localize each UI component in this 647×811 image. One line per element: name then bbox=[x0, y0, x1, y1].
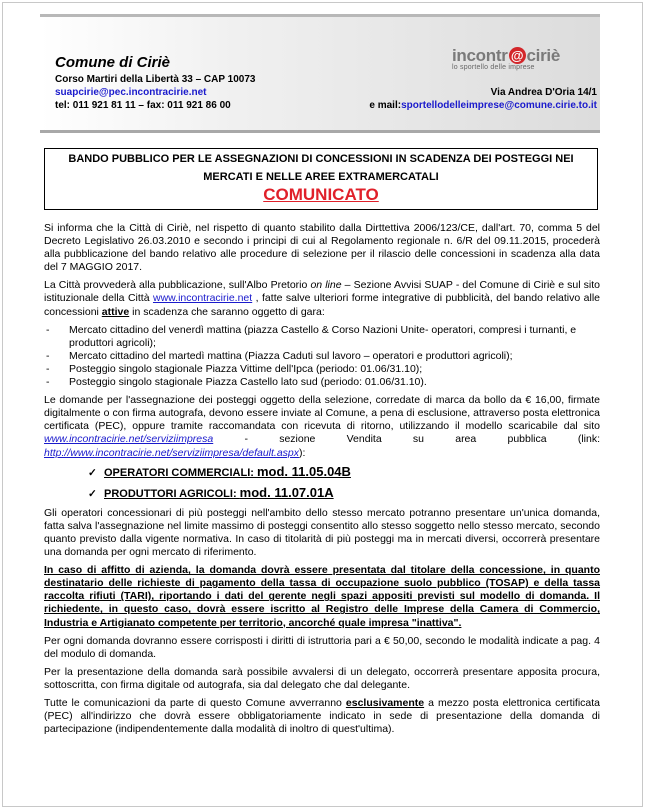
applications-text-3: ): bbox=[299, 446, 306, 459]
organization-name: Comune di Ciriè bbox=[55, 54, 171, 71]
communications-text-2: a mezzo posta elettronica certificata (PEC) all'indirizzo che dovrà essere obbligatoriamente indicato in sede di presentazione della domanda di partecipazione (indipendentemente dalla modalità di inoltro di quest'ultima). bbox=[44, 697, 600, 736]
publication-text-4: in scadenza che saranno oggetto di gara: bbox=[129, 305, 325, 318]
default-aspx-link[interactable]: http://www.incontracirie.net/serviziimpresa/default.aspx bbox=[44, 446, 300, 459]
list-item: - Mercato cittadino del martedì mattina (Piazza Caduti sul lavoro – operatori e produttori agricoli); bbox=[44, 350, 600, 363]
publication-text-3: , fatte salve ulteriori forme integrative di pubblicità, del bando relativo alle concessioni bbox=[44, 292, 601, 318]
form-produttori-agricoli bbox=[88, 486, 600, 501]
list-item: - Posteggio singolo stagionale Piazza Castello lato sud (periodo: 01.06/31.10). bbox=[44, 376, 600, 389]
publication-text-1: La Città provvederà alla pubblicazione, sull'Albo Pretorio bbox=[44, 279, 311, 292]
attive-text: attive bbox=[101, 305, 130, 318]
logo-at-icon: @ bbox=[509, 47, 526, 64]
applications-text-1: Le domande per l'assegnazione dei posteggi oggetto della selezione, corredate di marca da bollo da € 16,00, firmate digitalmente o con firma autografa, devono essere inviate al Comune, a pena di esclusione, attraverso posta elettronica certificata (PEC), oppure tramite raccomandata con ricevuta di ritorno, utilizzando il modello scaricabile dal sito bbox=[44, 394, 600, 433]
form-operatori-commerciali bbox=[88, 465, 600, 480]
phone-fax: tel: 011 921 81 11 – fax: 011 921 86 00 bbox=[55, 100, 231, 111]
pec-address[interactable]: suapcirie@pec.incontracirie.net bbox=[55, 87, 207, 98]
organization-address: Corso Martiri della Libertà 33 – CAP 10073 bbox=[55, 74, 256, 85]
communications-text-1: Tutte le comunicazioni da parte di questo Comune avverranno bbox=[44, 697, 346, 709]
office-address: Via Andrea D'Oria 14/1 bbox=[490, 87, 597, 98]
document-body bbox=[44, 222, 600, 741]
website-link[interactable]: www.incontracirie.net bbox=[152, 292, 253, 305]
list-item: - Mercato cittadino del venerdì mattina (piazza Castello & Corso Nazioni Unite- operatori, compresi i turnanti, e produttori agricoli); bbox=[44, 324, 600, 350]
logo-subtitle: lo sportello delle imprese bbox=[452, 64, 535, 71]
comunicato-heading: COMUNICATO bbox=[263, 185, 379, 204]
announcement-title-box bbox=[44, 148, 598, 210]
publication-text-2: – Sezione Avvisi SUAP - del Comune di Ciriè e sul sito istituzionale della Città bbox=[44, 279, 600, 305]
paragraph-publication bbox=[44, 279, 600, 318]
list-item: - Posteggio singolo stagionale Piazza Vittime dell'Ipca (periodo: 01.06/31.10); bbox=[44, 363, 600, 376]
incontracirie-logo bbox=[452, 46, 592, 80]
logo-text-before: incontr bbox=[452, 46, 508, 65]
paragraph-delegate: Per la presentazione della domanda sarà possibile avvalersi di un delegato, occorrerà presentare apposita procura, sottoscritta, con firma digitale od autografa, sia dal delegato che dal delegante. bbox=[44, 665, 600, 691]
email-label: e mail: bbox=[369, 100, 402, 111]
paragraph-communications bbox=[44, 697, 600, 736]
title-line-2: MERCATI E NELLE AREE EXTRAMERCATALI bbox=[203, 171, 439, 183]
office-email[interactable]: sportellodelleimprese@comune.cirie.to.it bbox=[401, 100, 597, 111]
check2-label: PRODUTTORI AGRICOLI: bbox=[104, 487, 240, 500]
logo-text-after: ciriè bbox=[526, 46, 560, 65]
checkmark-icon: ✓ bbox=[88, 466, 97, 479]
paragraph-business-lease: In caso di affitto di azienda, la domanda dovrà essere presentata dal titolare della concessione, in quanto destinatario delle richieste di pagamento della tassa di occupazione suolo pubblico (TOSAP) e della tassa raccolta rifiuti (TARI), riportando i dati del gerente negli spazi appositi previsti sul modello di domanda. Il richiedente, in questo caso, dovrà essere iscritto al Registro delle Imprese della Camera di Commercio, Industria e Artigianato competente per territorio, ancorché quale impresa "inattiva". bbox=[44, 564, 600, 629]
applications-text-2: - sezione Vendita su area pubblica (link: bbox=[213, 433, 600, 446]
markets-list bbox=[44, 324, 600, 389]
paragraph-applications bbox=[44, 394, 600, 459]
servizi-impresa-link[interactable]: www.incontracirie.net/serviziimpresa bbox=[44, 433, 214, 446]
letterhead-bottom-rule bbox=[40, 130, 600, 133]
check1-code: mod. 11.05.04B bbox=[256, 463, 351, 479]
esclusivamente-text: esclusivamente bbox=[345, 697, 425, 709]
paragraph-intro: Si informa che la Città di Ciriè, nel rispetto di quanto stabilito dalla Dirttettiva 2006/123/CE, dall'art. 70, comma 5 del Decreto Legislativo 26.03.2010 e secondo i principi di cui al Regolamento regionale n. 6/R del 09.11.2015, procederà alla pubblicazione del bando relativo alle procedure di selezione per il rilascio delle concessioni in scadenza alla data del 7 MAGGIO 2017. bbox=[44, 222, 600, 274]
checkmark-icon: ✓ bbox=[88, 487, 97, 500]
online-text: on line bbox=[310, 279, 342, 292]
check1-label: OPERATORI COMMERCIALI: bbox=[104, 466, 257, 479]
paragraph-fees: Per ogni domanda dovranno essere corrisposti i diritti di istruttoria pari a € 50,00, secondo le modalità indicate a pag. 4 del modulo di domanda. bbox=[44, 634, 600, 660]
letterhead-top-rule bbox=[40, 14, 600, 17]
office-email-line bbox=[369, 100, 597, 111]
logo-wordmark bbox=[452, 46, 592, 66]
paragraph-multiple-stalls: Gli operatori concessionari di più posteggi nell'ambito dello stesso mercato potranno presentare un'unica domanda, fatta salva l'assegnazione nel limite massimo di posteggi consentito allo stesso soggetto nello stesso mercato, secondo quanto previsto dalla vigente normativa. In caso di titolarità di più posteggi ma in mercati diversi, occorrerà presentare una domanda per ogni mercato di riferimento. bbox=[44, 506, 600, 559]
check2-code: mod. 11.07.01A bbox=[239, 484, 334, 500]
title-line-1: BANDO PUBBLICO PER LE ASSEGNAZIONI DI CONCESSIONI IN SCADENZA DEI POSTEGGI NEI bbox=[68, 153, 574, 165]
